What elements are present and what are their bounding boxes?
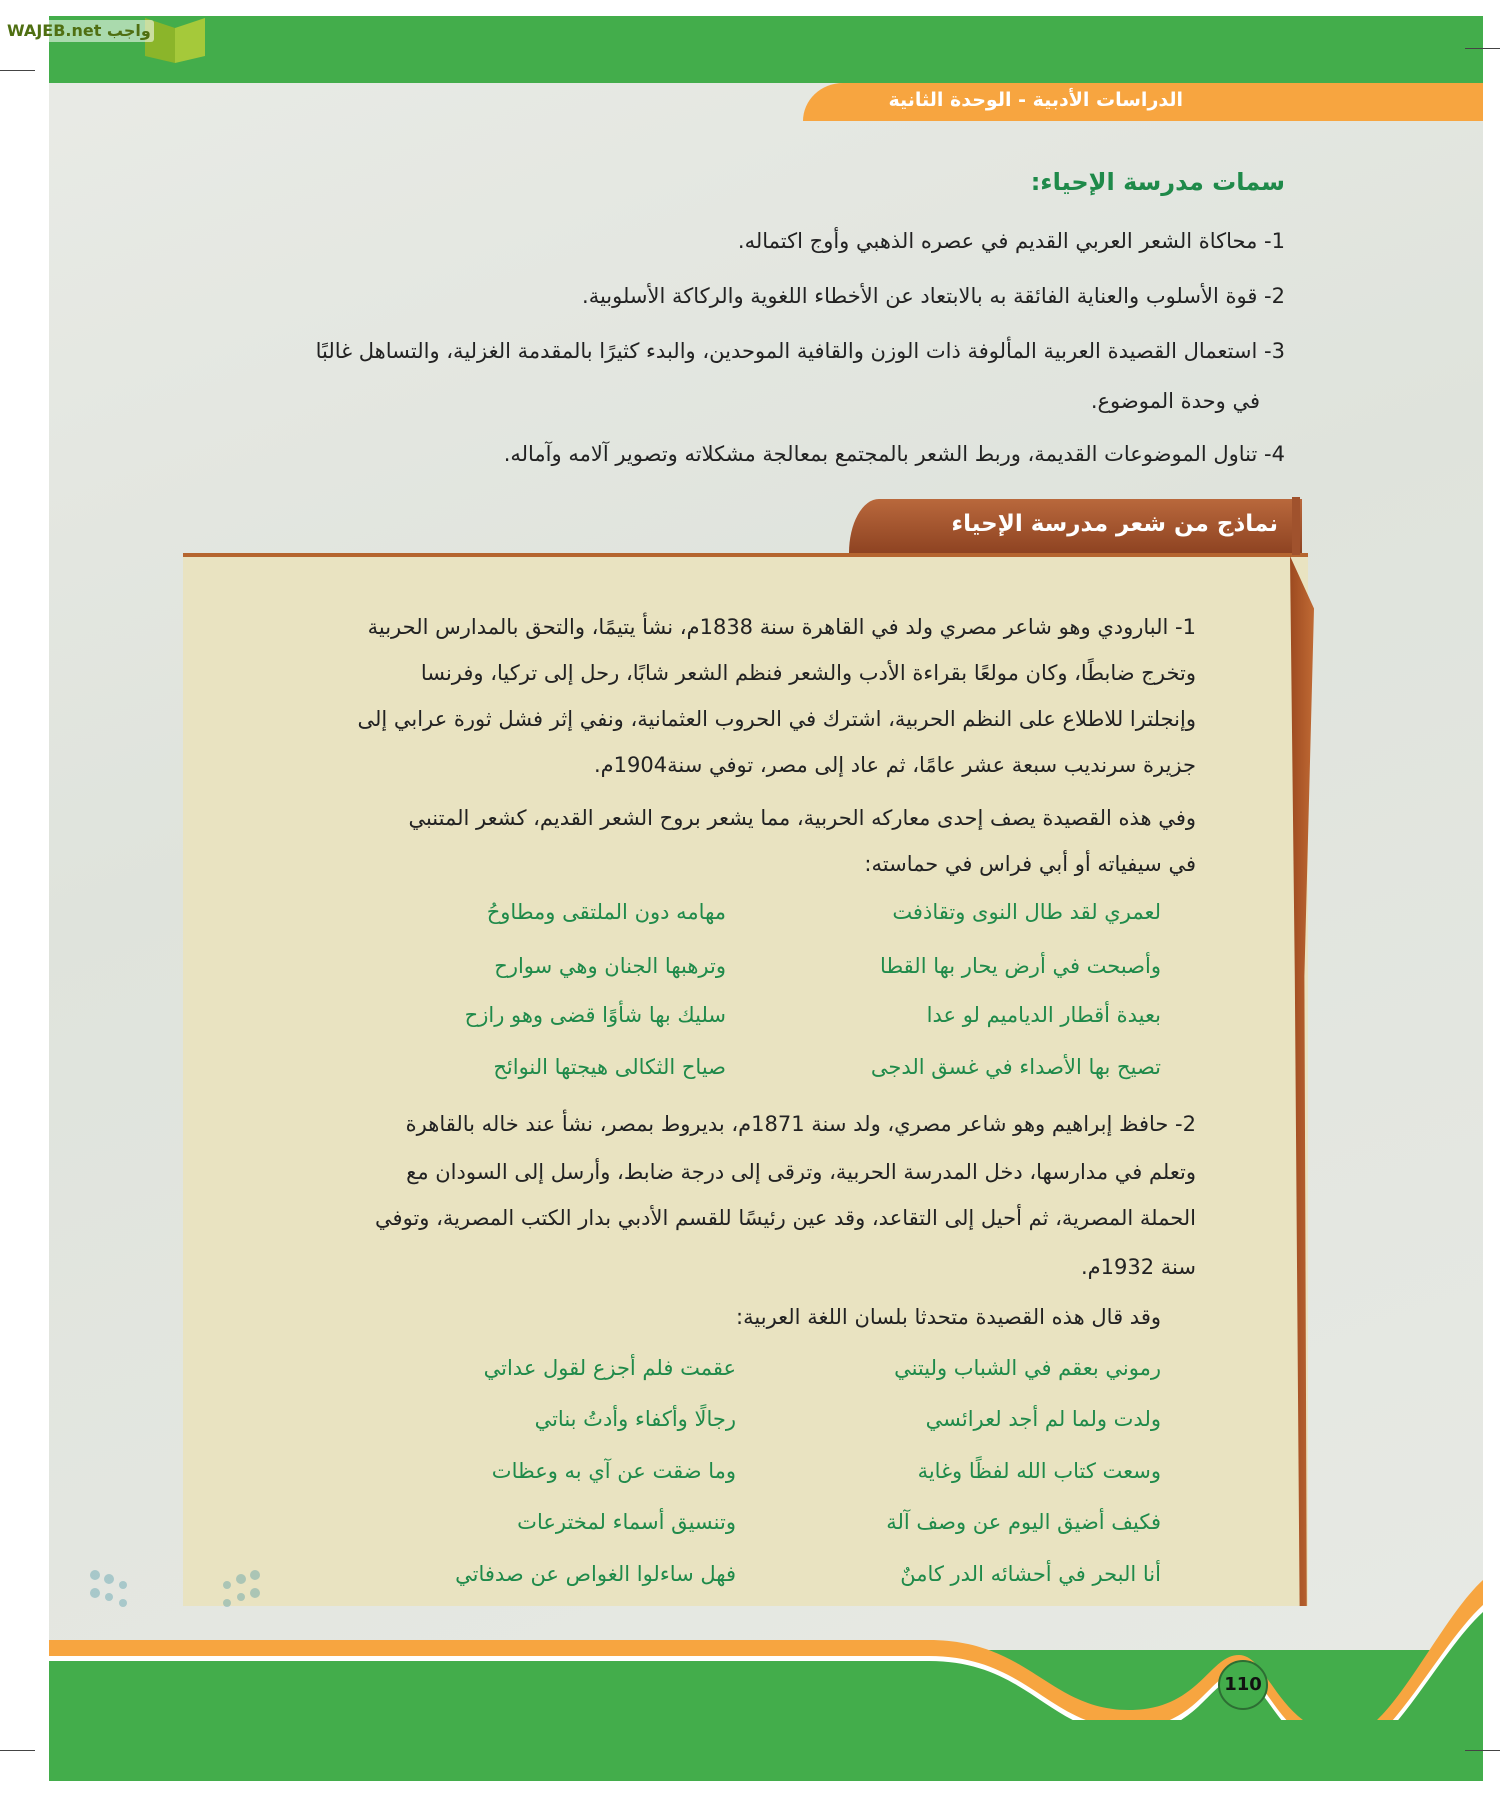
tab-bar	[1292, 497, 1300, 555]
feature-item: 1- محاكاة الشعر العربي القديم في عصره الذهبي وأوج اكتماله.	[737, 229, 1285, 253]
verse-second-hemistich: صياح الثكالى هيجتها النوائح	[493, 1055, 726, 1079]
paragraph-line: وتخرج ضابطًا، وكان مولعًا بقراءة الأدب والشعر فنظم الشعر شابًا، رحل إلى تركيا، وفرنسا	[420, 661, 1196, 685]
verse-second-hemistich: وتنسيق أسماء لمخترعات	[517, 1510, 736, 1534]
section-tab	[849, 499, 1302, 553]
feature-item: 4- تناول الموضوعات القديمة، وربط الشعر بالمجتمع بمعالجة مشكلاته وتصوير آلامه وآماله.	[503, 442, 1285, 466]
verse-first-hemistich: بعيدة أقطار الدياميم لو عدا	[926, 1003, 1161, 1027]
unit-title: الدراسات الأدبية - الوحدة الثانية	[888, 89, 1183, 111]
wajeb-logo: واجب WAJEB.net	[4, 20, 154, 42]
paragraph-line: وتعلم في مدارسها، دخل المدرسة الحربية، وترقى إلى درجة ضابط، وأرسل إلى السودان مع	[406, 1160, 1196, 1184]
verse-first-hemistich: ولدت ولما لم أجد لعرائسي	[925, 1407, 1161, 1431]
verse-first-hemistich: رموني بعقم في الشباب وليتني	[894, 1356, 1161, 1380]
verse-second-hemistich: وما ضقت عن آي به وعظات	[491, 1459, 736, 1483]
paragraph-line: وقد قال هذه القصيدة متحدثا بلسان اللغة العربية:	[736, 1305, 1161, 1329]
verse-second-hemistich: عقمت فلم أجزع لقول عداتي	[483, 1356, 736, 1380]
crop-mark	[0, 1750, 35, 1751]
feature-item: 3- استعمال القصيدة العربية المألوفة ذات الوزن والقافية الموحدين، والبدء كثيرًا بالمقدمة الغزلية، والتساهل غالبًا	[315, 339, 1285, 363]
crop-mark	[1465, 48, 1500, 49]
paragraph-line: الحملة المصرية، ثم أحيل إلى التقاعد، وقد عين رئيسًا للقسم الأدبي بدار الكتب المصرية، وتوفي	[375, 1206, 1196, 1230]
features-title: سمات مدرسة الإحياء:	[1030, 168, 1285, 196]
paragraph-line: 2- حافظ إبراهيم وهو شاعر مصري، ولد سنة 1871م، بديروط بمصر، نشأ عند خاله بالقاهرة	[405, 1112, 1196, 1136]
unit-banner	[803, 83, 1483, 121]
paragraph-line: في سيفياته أو أبي فراس في حماسته:	[864, 852, 1196, 876]
verse-first-hemistich: لعمري لقد طال النوى وتقاذفت	[892, 900, 1161, 924]
verse-first-hemistich: فكيف أضيق اليوم عن وصف آلة	[886, 1510, 1161, 1534]
paragraph-line: وإنجلترا للاطلاع على النظم الحربية، اشترك في الحروب العثمانية، ونفي إثر فشل ثورة عرابي إلى	[357, 707, 1196, 731]
verse-first-hemistich: أنا البحر في أحشائه الدر كامنٌ	[900, 1562, 1161, 1586]
paragraph-line: جزيرة سرنديب سبعة عشر عامًا، ثم عاد إلى مصر، توفي سنة1904م.	[593, 753, 1196, 777]
ministry-logo	[85, 1565, 265, 1675]
verse-second-hemistich: مهامه دون الملتقى ومطاوحُ	[486, 900, 726, 924]
crop-mark	[0, 70, 35, 71]
verse-second-hemistich: فهل ساءلوا الغواص عن صدفاتي	[455, 1562, 736, 1586]
page-number: 110	[1218, 1660, 1268, 1710]
verse-second-hemistich: رجالًا وأكفاء وأدتُ بناتي	[534, 1407, 736, 1431]
wajeb-book-icon	[145, 8, 205, 68]
paragraph-line: وفي هذه القصيدة يصف إحدى معاركه الحربية، مما يشعر بروح الشعر القديم، كشعر المتنبي	[408, 806, 1196, 830]
paragraph-line: سنة 1932م.	[1080, 1255, 1196, 1279]
verse-second-hemistich: وترهبها الجنان وهي سوارح	[494, 954, 726, 978]
section-title: نماذج من شعر مدرسة الإحياء	[951, 511, 1278, 537]
verse-first-hemistich: تصيح بها الأصداء في غسق الدجى	[870, 1055, 1161, 1079]
verse-first-hemistich: وأصبحت في أرض يحار بها القطا	[880, 954, 1161, 978]
crop-mark	[1465, 1750, 1500, 1751]
feature-item: 2- قوة الأسلوب والعناية الفائقة به بالابتعاد عن الأخطاء اللغوية والركاكة الأسلوبية.	[582, 284, 1285, 308]
header-band	[49, 16, 1483, 83]
paragraph-line: 1- البارودي وهو شاعر مصري ولد في القاهرة سنة 1838م، نشأ يتيمًا، والتحق بالمدارس الحربية	[367, 615, 1196, 639]
feature-item: في وحدة الموضوع.	[1090, 389, 1260, 413]
verse-second-hemistich: سليك بها شأوًا قضى وهو رازح	[464, 1003, 726, 1027]
verse-first-hemistich: وسعت كتاب الله لفظًا وغاية	[917, 1459, 1161, 1483]
